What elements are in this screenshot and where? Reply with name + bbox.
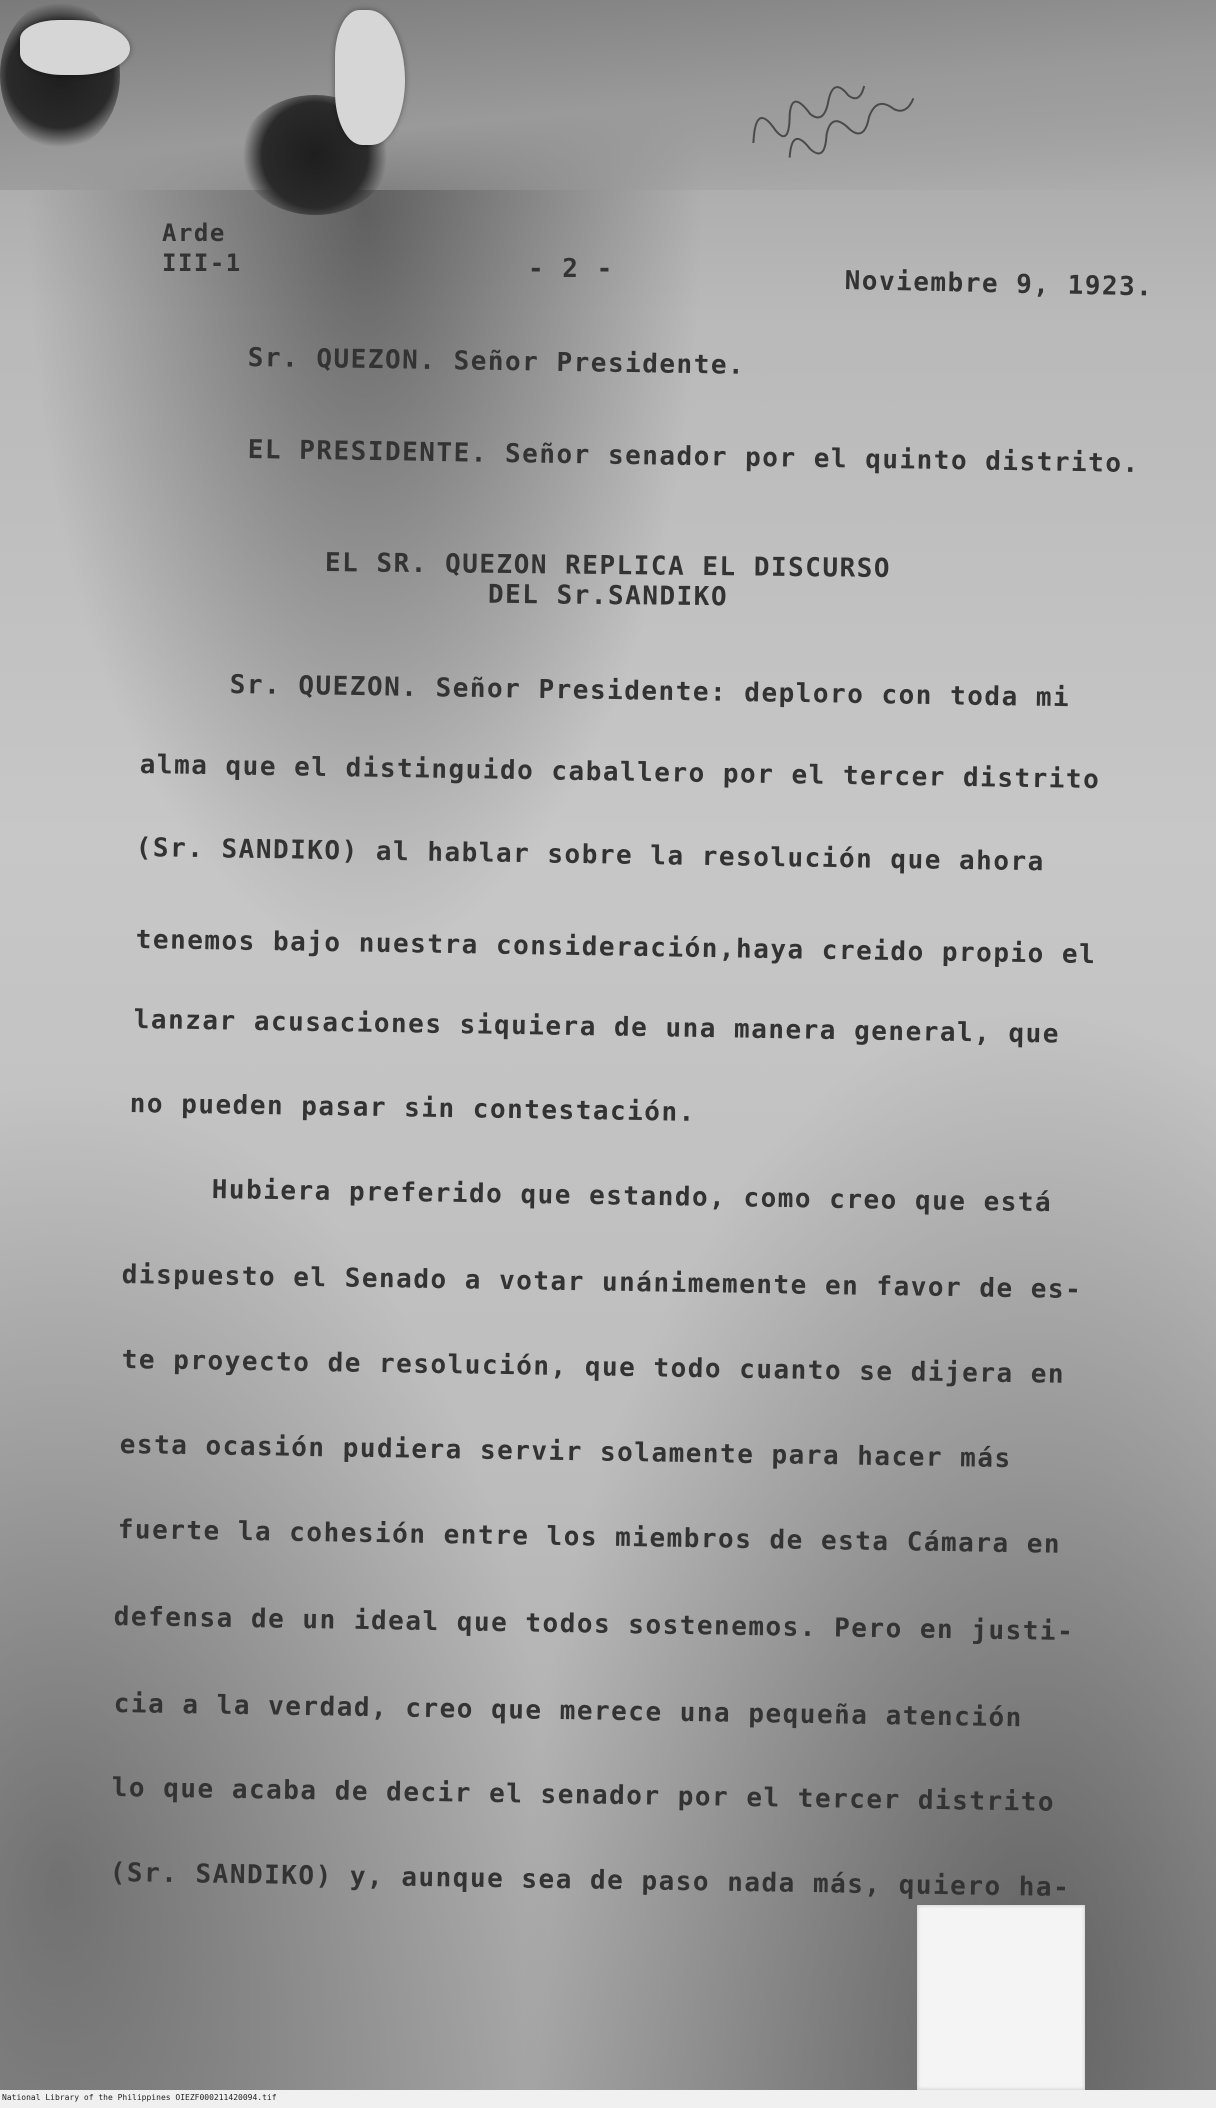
section-heading: DEL Sr.SANDIKO bbox=[487, 579, 729, 613]
text-line: tenemos bajo nuestra consideración,haya creido propio el bbox=[135, 925, 1097, 971]
section-heading: EL SR. QUEZON REPLICA EL DISCURSO bbox=[324, 548, 892, 584]
text-line: te proyecto de resolución, que todo cuanto se dijera en bbox=[121, 1345, 1066, 1390]
blank-paper-patch bbox=[917, 1905, 1085, 2090]
text-line: lanzar acusaciones siquiera de una manera general, que bbox=[133, 1005, 1061, 1050]
document-date: Noviembre 9, 1923. bbox=[844, 266, 1154, 303]
document-code: Arde III-1 bbox=[162, 219, 242, 277]
text-line: Sr. QUEZON. Señor Presidente. bbox=[247, 343, 746, 381]
text-line: fuerte la cohesión entre los miembros de esta Cámara en bbox=[117, 1515, 1062, 1560]
text-line: (Sr. SANDIKO) al hablar sobre la resolución que ahora bbox=[135, 833, 1046, 878]
text-line: EL PRESIDENTE. Señor senador por el quinto distrito. bbox=[247, 435, 1140, 480]
paper-tear bbox=[20, 20, 130, 75]
text-line: (Sr. SANDIKO) y, aunque sea de paso nada más, quiero ha- bbox=[109, 1858, 1071, 1904]
text-line: lo que acaba de decir el senador por el tercer distrito bbox=[111, 1773, 1056, 1818]
text-line: alma que el distinguido caballero por el tercer distrito bbox=[139, 750, 1101, 796]
text-line: Hubiera preferido que estando, como creo que está bbox=[211, 1175, 1053, 1219]
text-line: Sr. QUEZON. Señor Presidente: deploro con toda mi bbox=[229, 670, 1071, 714]
archive-caption: National Library of the Philippines OIEZF000211420094.tif bbox=[2, 2093, 277, 2102]
text-line: no pueden pasar sin contestación. bbox=[129, 1089, 696, 1128]
text-line: esta ocasión pudiera servir solamente para hacer más bbox=[119, 1430, 1012, 1475]
text-line: defensa de un ideal que todos sostenemos. Pero en justi- bbox=[113, 1602, 1075, 1648]
text-line: cia a la verdad, creo que merece una pequeña atención bbox=[113, 1689, 1024, 1734]
page-number: - 2 - bbox=[528, 254, 614, 284]
text-line: dispuesto el Senado a votar unánimemente en favor de es- bbox=[121, 1260, 1083, 1306]
paper-tear bbox=[335, 10, 405, 145]
